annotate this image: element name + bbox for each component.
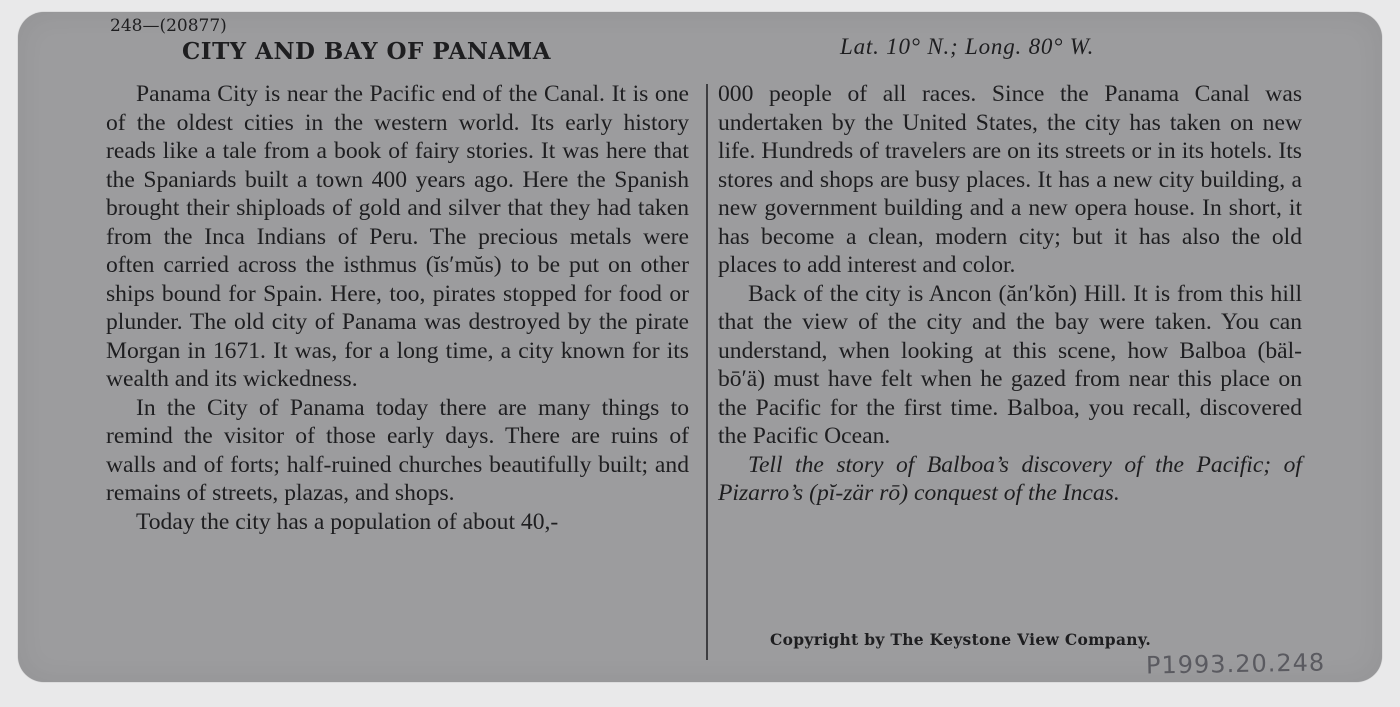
page-title: CITY AND BAY OF PANAMA — [182, 38, 552, 65]
coordinates: Lat. 10° N.; Long. 80° W. — [840, 34, 1095, 59]
right-column — [718, 80, 1302, 508]
paragraph: In the City of Panama today there are many things to remind the visitor of those early days. There are ruins of walls and of forts; half-ruined churches beautifully built; and remains of streets, plazas, and shops. — [106, 394, 689, 506]
italic-prompt: Tell the story of Balboa’s discovery of the Pacific; of Pizarro’s (pĭ-zär rō) conquest of the Incas. — [718, 451, 1302, 506]
accession-number: P1993.20.248 — [1145, 648, 1326, 680]
paragraph: Today the city has a population of about 40,- — [136, 508, 559, 535]
left-column — [106, 80, 689, 536]
stereocard-back — [18, 12, 1382, 682]
paragraph: Back of the city is Ancon (ăn′kŏn) Hill. It is from this hill that the view of the city and the bay were taken. You can understand, when looking at this scene, how Balboa (bäl-bō′ä) must have felt when he gazed from near this place on the Pacific for the first time. Balboa, you recall, discovered the Pacific Ocean. — [718, 280, 1302, 449]
paragraph: 000 people of all races. Since the Panama Canal was undertaken by the United States, the city has taken on new life. Hundreds of travelers are on its streets or in its hotels. Its stores and shops are busy places. It has a new city building, a new government building and a new opera house. In short, it has become a clean, modern city; but it has also the old places to add interest and color. — [718, 81, 1302, 278]
column-divider — [706, 84, 708, 660]
catalog-number: 248—(20877) — [110, 16, 227, 36]
paragraph: Panama City is near the Pacific end of the Canal. It is one of the oldest cities in the western world. Its early history reads like a tale from a book of fairy stories. It was here that the Spaniards built a town 400 years ago. Here the Spanish brought their shiploads of gold and silver that they had taken from the Inca Indians of Peru. The precious metals were often carried across the isthmus (ĭs′mŭs) to be put on other ships bound for Spain. Here, too, pirates stopped for food or plunder. The old city of Panama was destroyed by the pirate Morgan in 1671. It was, for a long time, a city known for its wealth and its wickedness. — [106, 81, 689, 392]
copyright-line: Copyright by The Keystone View Company. — [770, 630, 1152, 649]
